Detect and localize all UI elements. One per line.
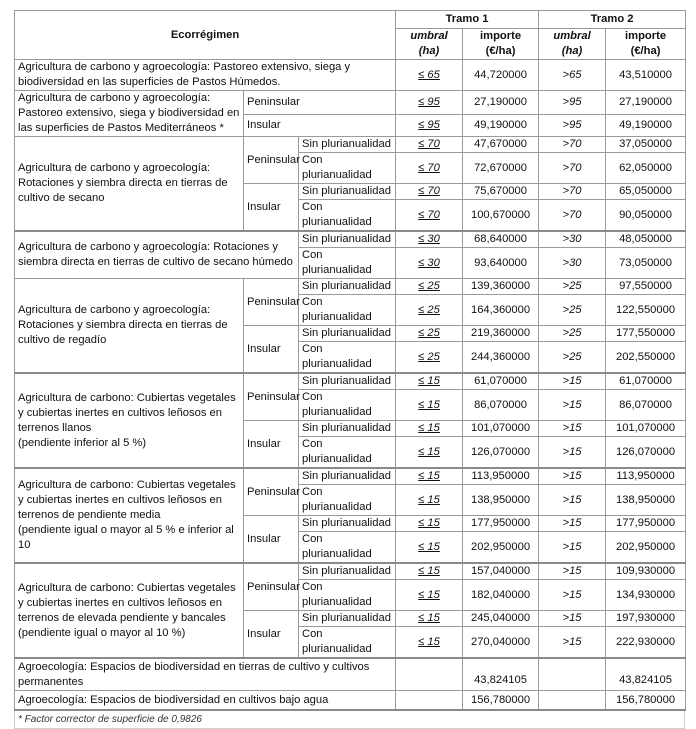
ecoregime-table-container [14, 10, 685, 729]
table-row [15, 563, 686, 580]
plurianualidad-label: Con plurianualidad [299, 200, 396, 232]
importe-1: 68,640000 [463, 231, 539, 248]
header-ecorregimen: Ecorrégimen [15, 11, 396, 60]
umbral-2: >25 [539, 342, 606, 374]
importe-1: 138,950000 [463, 485, 539, 516]
importe-2: 177,550000 [606, 326, 686, 342]
importe-1: 219,360000 [463, 326, 539, 342]
umbral-1: ≤ 15 [396, 421, 463, 437]
footnote: * Factor corrector de superficie de 0,9826 [14, 711, 685, 729]
importe-2: 197,930000 [606, 611, 686, 627]
importe-2: 134,930000 [606, 580, 686, 611]
importe-1: 156,780000 [463, 691, 539, 711]
umbral-2: >15 [539, 485, 606, 516]
importe-2: 101,070000 [606, 421, 686, 437]
umbral-1: ≤ 15 [396, 373, 463, 390]
umbral-1: ≤ 15 [396, 532, 463, 564]
umbral-1: ≤ 25 [396, 342, 463, 374]
importe-2: 65,050000 [606, 184, 686, 200]
plurianualidad-label: Sin plurianualidad [299, 563, 396, 580]
importe-1: 93,640000 [463, 248, 539, 279]
umbral-2: >15 [539, 532, 606, 564]
table-row [15, 373, 686, 390]
row-label: Agricultura de carbono: Cubiertas vegetales y cubiertas inertes en cultivos leñosos en terrenos de elevada pendiente y bancales (pendiente igual o mayor al 10 %) [15, 563, 244, 658]
importe-2: 43,510000 [606, 60, 686, 91]
importe-2: 177,950000 [606, 516, 686, 532]
umbral-2: >70 [539, 200, 606, 232]
importe-2: 61,070000 [606, 373, 686, 390]
importe-2: 27,190000 [606, 91, 686, 115]
importe-1: 113,950000 [463, 468, 539, 485]
region-label: Insular [244, 184, 299, 232]
importe-2: 86,070000 [606, 390, 686, 421]
plurianualidad-label: Sin plurianualidad [299, 184, 396, 200]
umbral-1: ≤ 30 [396, 231, 463, 248]
importe-2: 109,930000 [606, 563, 686, 580]
importe-1: 182,040000 [463, 580, 539, 611]
row-label: Agroecología: Espacios de biodiversidad en cultivos bajo agua [15, 691, 396, 711]
umbral-2 [539, 658, 606, 691]
importe-2: 43,824105 [606, 658, 686, 691]
header-importe-1: importe (€/ha) [463, 29, 539, 60]
importe-1: 244,360000 [463, 342, 539, 374]
row-label: Agricultura de carbono y agroecología: Rotaciones y siembra directa en tierras de cultivo de secano [15, 137, 244, 232]
umbral-2 [539, 691, 606, 711]
header-tramo-1: Tramo 1 [396, 11, 539, 29]
umbral-2: >30 [539, 231, 606, 248]
umbral-1: ≤ 15 [396, 390, 463, 421]
importe-1: 75,670000 [463, 184, 539, 200]
plurianualidad-label: Con plurianualidad [299, 342, 396, 374]
importe-1: 86,070000 [463, 390, 539, 421]
region-label: Peninsular [244, 468, 299, 516]
row-label: Agricultura de carbono y agroecología: Pastoreo extensivo, siega y biodiversidad en las superficies de Pastos Mediterráneos * [15, 91, 244, 137]
umbral-1: ≤ 15 [396, 516, 463, 532]
umbral-2: >70 [539, 137, 606, 153]
importe-1: 72,670000 [463, 153, 539, 184]
importe-2: 222,930000 [606, 627, 686, 659]
plurianualidad-label: Sin plurianualidad [299, 373, 396, 390]
importe-2: 62,050000 [606, 153, 686, 184]
umbral-1: ≤ 15 [396, 563, 463, 580]
plurianualidad-label: Sin plurianualidad [299, 468, 396, 485]
importe-1: 101,070000 [463, 421, 539, 437]
plurianualidad-label: Sin plurianualidad [299, 516, 396, 532]
plurianualidad-label: Sin plurianualidad [299, 137, 396, 153]
region-label: Peninsular [244, 373, 299, 421]
umbral-2: >30 [539, 248, 606, 279]
plurianualidad-label: Sin plurianualidad [299, 326, 396, 342]
umbral-1: ≤ 25 [396, 295, 463, 326]
row-label: Agricultura de carbono y agroecología: Rotaciones y siembra directa en tierras de cultivo de secano húmedo [15, 231, 299, 279]
umbral-1: ≤ 65 [396, 60, 463, 91]
umbral-1: ≤ 70 [396, 153, 463, 184]
umbral-2: >95 [539, 91, 606, 115]
importe-1: 27,190000 [463, 91, 539, 115]
table-row [15, 137, 686, 153]
plurianualidad-label: Con plurianualidad [299, 437, 396, 469]
region-label: Peninsular [244, 563, 299, 611]
region-label: Insular [244, 115, 396, 137]
importe-1: 139,360000 [463, 279, 539, 295]
plurianualidad-label: Sin plurianualidad [299, 611, 396, 627]
umbral-2: >15 [539, 437, 606, 469]
umbral-2: >15 [539, 373, 606, 390]
table-row [15, 91, 686, 115]
region-label: Peninsular [244, 137, 299, 184]
importe-2: 138,950000 [606, 485, 686, 516]
table-row [15, 658, 686, 691]
importe-1: 245,040000 [463, 611, 539, 627]
plurianualidad-label: Sin plurianualidad [299, 231, 396, 248]
umbral-1: ≤ 70 [396, 137, 463, 153]
importe-2: 97,550000 [606, 279, 686, 295]
umbral-2: >15 [539, 390, 606, 421]
umbral-2: >95 [539, 115, 606, 137]
umbral-1: ≤ 30 [396, 248, 463, 279]
row-label: Agroecología: Espacios de biodiversidad en tierras de cultivo y cultivos permanentes [15, 658, 396, 691]
importe-1: 126,070000 [463, 437, 539, 469]
umbral-1: ≤ 70 [396, 184, 463, 200]
umbral-1: ≤ 15 [396, 437, 463, 469]
umbral-2: >25 [539, 295, 606, 326]
umbral-1: ≤ 15 [396, 611, 463, 627]
importe-2: 73,050000 [606, 248, 686, 279]
region-label: Peninsular [244, 91, 396, 115]
umbral-2: >15 [539, 563, 606, 580]
umbral-2: >15 [539, 580, 606, 611]
umbral-2: >15 [539, 611, 606, 627]
umbral-1: ≤ 25 [396, 279, 463, 295]
header-umbral-2: umbral (ha) [539, 29, 606, 60]
umbral-1: ≤ 95 [396, 115, 463, 137]
umbral-2: >15 [539, 468, 606, 485]
importe-2: 156,780000 [606, 691, 686, 711]
importe-2: 202,550000 [606, 342, 686, 374]
umbral-1: ≤ 95 [396, 91, 463, 115]
importe-1: 270,040000 [463, 627, 539, 659]
umbral-2: >15 [539, 516, 606, 532]
plurianualidad-label: Sin plurianualidad [299, 279, 396, 295]
umbral-2: >25 [539, 279, 606, 295]
importe-1: 157,040000 [463, 563, 539, 580]
umbral-1: ≤ 15 [396, 485, 463, 516]
plurianualidad-label: Con plurianualidad [299, 390, 396, 421]
row-label: Agricultura de carbono y agroecología: Rotaciones y siembra directa en tierras de cultivo de regadío [15, 279, 244, 374]
umbral-1: ≤ 15 [396, 580, 463, 611]
importe-1: 177,950000 [463, 516, 539, 532]
table-row [15, 279, 686, 295]
umbral-2: >70 [539, 184, 606, 200]
umbral-2: >70 [539, 153, 606, 184]
plurianualidad-label: Con plurianualidad [299, 248, 396, 279]
importe-1: 61,070000 [463, 373, 539, 390]
umbral-2: >25 [539, 326, 606, 342]
row-label: Agricultura de carbono: Cubiertas vegetales y cubiertas inertes en cultivos leñosos en terrenos llanos (pendiente inferior al 5 %) [15, 373, 244, 468]
table-row [15, 691, 686, 711]
importe-2: 49,190000 [606, 115, 686, 137]
region-label: Peninsular [244, 279, 299, 326]
plurianualidad-label: Con plurianualidad [299, 580, 396, 611]
row-label: Agricultura de carbono y agroecología: Pastoreo extensivo, siega y biodiversidad en las superficies de Pastos Húmedos. [15, 60, 396, 91]
importe-1: 44,720000 [463, 60, 539, 91]
plurianualidad-label: Con plurianualidad [299, 295, 396, 326]
importe-1: 100,670000 [463, 200, 539, 232]
importe-1: 202,950000 [463, 532, 539, 564]
importe-1: 164,360000 [463, 295, 539, 326]
importe-2: 37,050000 [606, 137, 686, 153]
region-label: Insular [244, 326, 299, 374]
umbral-1: ≤ 15 [396, 627, 463, 659]
importe-2: 202,950000 [606, 532, 686, 564]
importe-2: 122,550000 [606, 295, 686, 326]
plurianualidad-label: Con plurianualidad [299, 485, 396, 516]
plurianualidad-label: Sin plurianualidad [299, 421, 396, 437]
row-label: Agricultura de carbono: Cubiertas vegetales y cubiertas inertes en cultivos leñosos en terrenos de pendiente media (pendiente igual o mayor al 5 % e inferior al 10 [15, 468, 244, 563]
header-umbral-1: umbral (ha) [396, 29, 463, 60]
importe-2: 90,050000 [606, 200, 686, 232]
ecoregime-table [14, 10, 686, 711]
region-label: Insular [244, 611, 299, 659]
region-label: Insular [244, 421, 299, 469]
header-row-1 [15, 11, 686, 29]
umbral-1: ≤ 15 [396, 468, 463, 485]
umbral-1: ≤ 70 [396, 200, 463, 232]
plurianualidad-label: Con plurianualidad [299, 532, 396, 564]
umbral-1 [396, 691, 463, 711]
umbral-2: >65 [539, 60, 606, 91]
region-label: Insular [244, 516, 299, 564]
umbral-2: >15 [539, 627, 606, 659]
table-row [15, 60, 686, 91]
importe-1: 49,190000 [463, 115, 539, 137]
umbral-1: ≤ 25 [396, 326, 463, 342]
importe-2: 113,950000 [606, 468, 686, 485]
header-tramo-2: Tramo 2 [539, 11, 686, 29]
header-importe-2: importe (€/ha) [606, 29, 686, 60]
plurianualidad-label: Con plurianualidad [299, 627, 396, 659]
plurianualidad-label: Con plurianualidad [299, 153, 396, 184]
umbral-1 [396, 658, 463, 691]
table-row [15, 231, 686, 248]
importe-1: 43,824105 [463, 658, 539, 691]
importe-2: 126,070000 [606, 437, 686, 469]
umbral-2: >15 [539, 421, 606, 437]
importe-2: 48,050000 [606, 231, 686, 248]
importe-1: 47,670000 [463, 137, 539, 153]
table-row [15, 468, 686, 485]
